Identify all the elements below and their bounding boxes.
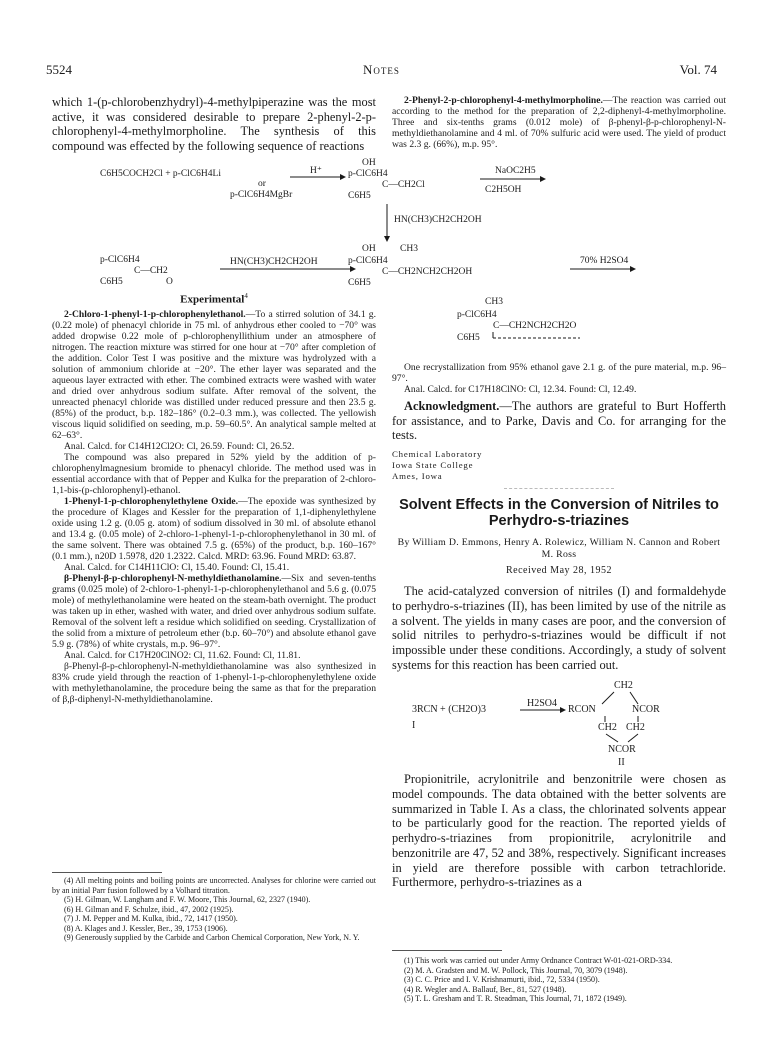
right-footnotes <box>392 956 726 1004</box>
right-column-top <box>392 95 726 150</box>
address-block <box>392 449 726 482</box>
svg-text:CH3: CH3 <box>485 297 503 307</box>
results-paragraph: Propionitrile, acrylonitrile and benzonitrile were chosen as model compounds. The data obtained with the better solvents are summarized in Table I. As a class, the chlorinated solvents appear to be particularly good for the reaction. The reported yields of perhydro-s-triazines from propionitrile, acrylonitrile and benzonitrile are 47, 52 and 38%, respectively. Significant increases in yield are therefore possible with carbon tetrachloride. Furthermore, perhydro-s-triazines as a <box>392 772 726 890</box>
equation-product-right: NCOR <box>632 704 660 716</box>
svg-text:C—CH2: C—CH2 <box>134 266 168 276</box>
svg-text:p-ClC6H4: p-ClC6H4 <box>457 310 497 320</box>
footnote: (3) C. C. Price and I. V. Krishnamurti, ibid., 72, 5334 (1950). <box>404 975 600 984</box>
address-city: Ames, Iowa <box>392 471 443 482</box>
recrystallization-paragraph: One recrystallization from 95% ethanol gave 2.1 g. of the pure material, m.p. 96–97°. <box>392 362 726 384</box>
compound-label-II: II <box>618 757 625 769</box>
epoxide-paragraph: 1-Phenyl-1-p-chlorophenylethylene Oxide.—The epoxide was synthesized by the procedure of Klages and Kessler for the preparation of 1,1-diphenylethylene oxide using 1.2 g. (0.05 g. atom) of sodium dissolved in 30 ml. of absolute ethanol and 13.4 g. (0.05 mole) of 2-chloro-1-phenyl-1-p-chlorophenylethanol in 30 ml. of the same solvent. There was obtained 7.5 g. (65%) of the product, b.p. 160–167° (0.1 mm.), n20D 1.5978, d20 1.2322. Calcd. MRD: 63.96. Found MRD: 63.87. <box>52 495 377 562</box>
svg-text:CH2: CH2 <box>626 722 645 734</box>
footnote: (5) T. L. Gresham and T. R. Steadman, This Journal, 71, 1872 (1949). <box>404 994 627 1003</box>
grignard-paragraph: The compound was also prepared in 52% yield by the addition of p-chlorophenylmagnesium bromide to phenacyl chloride. The method used was in essential accordance with that of Pepper and Kulka for the preparation of 2-chloro-1,1-bis-(p-chlorophenyl)-ethanol. <box>52 451 376 496</box>
compound-label-I: I <box>412 720 416 732</box>
ethanol-label: C2H5OH <box>485 185 522 195</box>
footnote-rule-right <box>392 950 502 951</box>
address-lab: Chemical Laboratory <box>392 449 483 460</box>
footnote: (2) M. A. Gradsten and M. W. Pollock, This Journal, 70, 3079 (1948). <box>404 965 628 975</box>
svg-text:NCOR: NCOR <box>608 744 636 756</box>
footnote-rule-left <box>52 872 162 873</box>
svg-text:CH2: CH2 <box>614 680 633 692</box>
morpholine-analysis: Anal. Calcd. for C17H18ClNO: Cl, 12.34. Found: Cl, 12.49. <box>404 384 637 395</box>
diethanolamine-analysis: Anal. Calcd. for C17H20ClNO2: Cl, 11.62. Found: Cl, 11.81. <box>64 649 301 661</box>
svg-text:CH3: CH3 <box>400 244 418 254</box>
article-authors: By William D. Emmons, Henry A. Rolewicz, William N. Cannon and Robert M. Ross <box>397 537 721 561</box>
article-title: Solvent Effects in the Conversion of Nitriles to Perhydro-s-triazines <box>399 497 719 530</box>
equation-catalyst: H2SO4 <box>527 698 558 710</box>
article-divider <box>504 488 614 489</box>
footnote: (4) All melting points and boiling points are uncorrected. Analyses for chlorine were carried out by an initial Parr fusion followed by a Volhard titration. <box>52 876 376 895</box>
right-column-lower <box>392 362 726 890</box>
svg-text:OH: OH <box>362 244 376 254</box>
naoc-label: NaOC2H5 <box>495 166 536 176</box>
svg-text:O: O <box>166 277 173 287</box>
methylethanolamine-label: HN(CH3)CH2CH2OH <box>394 215 482 225</box>
svg-text:C—CH2NCH2CH2OH: C—CH2NCH2CH2OH <box>382 267 473 277</box>
chloroethanol-paragraph: 2-Chloro-1-phenyl-1-p-chlorophenylethanol.—To a stirred solution of 34.1 g. (0.22 mole) of phenacyl chloride in 75 ml. of anhydrous ether cooled to −70° was added dropwise 0.22 mole of p-chlorophenyllithium under an atmosphere of nitrogen. The reaction mixture was stirred for one hour at −70° after completion of the addition. Color Test I was positive and the mixture was hydrolyzed with a solution of ammonium chloride at −20°. The ether layer was separated and the aqueous layer extracted with ether. The combined extracts were washed with water and dried over anhydrous sodium sulfate. After removal of the solvent, the unreacted phenacyl chloride was distilled under reduced pressure and then 23.5 g. (85%) of the product, b.p. 182–186° (0.2–0.3 mm.), was collected. The yellowish viscous liquid solidified on seeding, m.p. 59–60.5°. An analytical sample melted at 62–63°. <box>52 308 376 441</box>
address-college: Iowa State College <box>392 460 474 471</box>
svg-text:CH2: CH2 <box>598 722 617 734</box>
svg-text:C6H5: C6H5 <box>457 333 480 343</box>
scheme-or: or <box>258 179 266 189</box>
equation-product-left: RCON <box>568 704 596 716</box>
svg-text:C6H5: C6H5 <box>100 277 123 287</box>
footnote: (1) This work was carried out under Army Ordnance Contract W-01-021-ORD-334. <box>404 956 673 965</box>
footnote: (7) J. M. Pepper and M. Kulka, ibid., 72, 1417 (1950). <box>64 914 238 923</box>
diethanolamine-paragraph: β-Phenyl-β-p-chlorophenyl-N-methyldiethanolamine.—Six and seven-tenths grams (0.025 mole) of 2-chloro-1-phenyl-1-p-chlorophenylethanol and 5.6 g. (0.075 mole) of methylethanolamine were heated on the steam-bath overnight. The product was taken up in ether, washed with water, and dried over anhydrous sodium sulfate. Removal of the solvent left a residue which solidified on seeding. Crystallization of the solid from a mixture of petroleum ether (b.p. 60–70°) and absolute ethanol gave 5.9 g. (78%) of white crystals, m.p. 96–97°. <box>52 572 376 650</box>
section-title: Notes <box>363 62 400 77</box>
svg-text:OH: OH <box>362 158 376 168</box>
experimental-heading: Experimental$^4$ <box>180 292 248 306</box>
left-footnotes <box>52 876 376 943</box>
left-column-intro <box>52 95 376 154</box>
triazine-equation-svg <box>392 676 726 768</box>
footnote: (5) H. Gilman, W. Langham and F. W. Moore, This Journal, 62, 2327 (1940). <box>64 895 311 904</box>
chloroethanol-analysis: Anal. Calcd. for C14H12Cl2O: Cl, 26.59. Found: Cl, 26.52. <box>64 440 295 452</box>
page-number: 5524 <box>46 62 72 77</box>
scheme-reactant: C6H5COCH2Cl + p-ClC6H4Li <box>100 169 221 179</box>
epoxide-analysis: Anal. Calcd. for C14H11ClO: Cl, 15.40. Found: Cl, 15.41. <box>64 561 290 573</box>
triazine-equation <box>392 676 726 768</box>
svg-text:C—CH2Cl: C—CH2Cl <box>382 180 425 190</box>
equation-reactants: 3RCN + (CH2O)3 <box>412 704 486 716</box>
arrow1-label: H⁺ <box>310 166 322 176</box>
acknowledgment: Acknowledgment.—The authors are grateful to Burt Hofferth for assistance, and to Parke, Davis and Co. for arranging for the tests. <box>392 399 726 443</box>
page-header <box>46 62 717 80</box>
morpholine-paragraph: 2-Phenyl-2-p-chlorophenyl-4-methylmorpholine.—The reaction was carried out according to the method for the preparation of 2,2-diphenyl-4-methylmorpholine. Three and six-tenths grams (0.012 mole) of β-phenyl-β-p-chlorophenyl-N-methyldiethanolamine and 4 ml. of 70% sulfuric acid were used. The yield of product was 2.3 g. (66%), m.p. 95°. <box>392 95 726 150</box>
svg-text:C6H5: C6H5 <box>348 278 371 288</box>
intro-paragraph: which 1-(p-chlorobenzhydryl)-4-methylpiperazine was the most active, it was considered desirable to prepare 2-phenyl-2-p-chlorophenyl-4-methylmorpholine. The synthesis of this compound was effected by the following sequence of reactions <box>52 95 376 154</box>
alternate-synthesis-paragraph: β-Phenyl-β-p-chlorophenyl-N-methyldiethanolamine was also synthesized in 83% crude yield through the reaction of 1-phenyl-1-p-chlorophenylethylene oxide with methylethanolamine, the procedure being the same as that for the preparation of β,β-diphenyl-N-methyldiethanolamine. <box>52 660 376 705</box>
left-column-experimental <box>52 292 376 705</box>
footnote: (4) R. Wegler and A. Ballauf, Ber., 81, 527 (1948). <box>404 984 567 994</box>
scheme-grignard: p-ClC6H4MgBr <box>230 190 293 200</box>
received-date: Received May 28, 1952 <box>505 565 613 577</box>
footnote: (6) H. Gilman and F. Schulze, ibid., 47, 2002 (1925). <box>64 904 234 914</box>
middle-arrow-label: HN(CH3)CH2CH2OH <box>230 257 318 267</box>
svg-text:C6H5: C6H5 <box>348 191 371 201</box>
svg-text:p-ClC6H4: p-ClC6H4 <box>348 169 388 179</box>
svg-text:p-ClC6H4: p-ClC6H4 <box>100 255 140 265</box>
intro-paragraph-2: The acid-catalyzed conversion of nitriles (I) and formaldehyde to perhydro-s-triazines (II), has been limited by use of the nitrile as a solvent. The yields in many cases are poor, and the conversion of solid nitriles to perhydro-s-triazines would be difficult if not impossible under these conditions. Accordingly, a study of solvent systems for this reaction has been carried out. <box>392 584 726 672</box>
footnote: (8) A. Klages and J. Kessler, Ber., 39, 1753 (1906). <box>64 923 228 933</box>
sulfuric-acid-label: 70% H2SO4 <box>580 256 629 266</box>
volume-label: Vol. 74 <box>679 62 717 77</box>
svg-text:C—CH2NCH2CH2O: C—CH2NCH2CH2O <box>493 321 577 331</box>
footnote: (9) Generously supplied by the Carbide and Carbon Chemical Corporation, New York, N. Y. <box>64 933 360 942</box>
svg-text:p-ClC6H4: p-ClC6H4 <box>348 256 388 266</box>
